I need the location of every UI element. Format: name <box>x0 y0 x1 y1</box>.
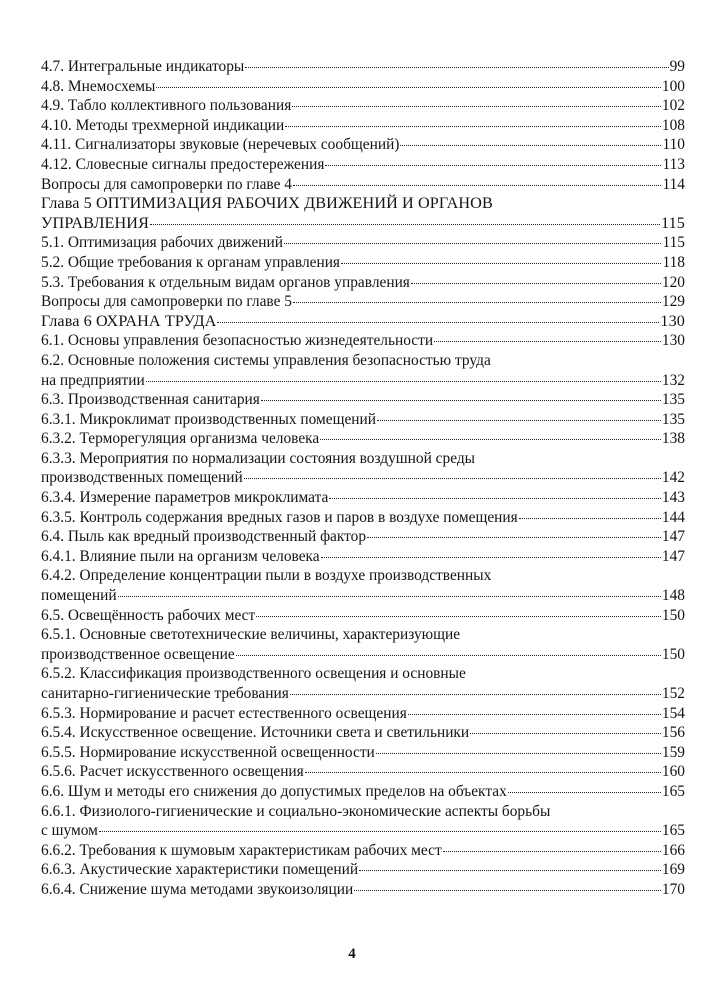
toc-entry-page: 142 <box>661 469 685 487</box>
toc-entry <box>41 312 685 332</box>
toc-entry-page: 138 <box>661 430 685 448</box>
dot-leader <box>321 557 661 558</box>
dot-leader <box>470 733 661 734</box>
toc-entry <box>41 155 685 175</box>
toc-entry-page: 147 <box>661 528 685 546</box>
dot-leader <box>245 67 668 68</box>
toc-entry-title: 6.6.3. Акустические характеристики помещений <box>41 861 359 879</box>
toc-entry-title: Глава 6 ОХРАНА ТРУДА <box>41 311 217 330</box>
dot-leader <box>150 224 660 225</box>
toc-entry <box>41 860 685 880</box>
toc-entry-title: 4.8. Мнемосхемы <box>41 77 156 95</box>
dot-leader <box>377 420 661 421</box>
toc-entry-title: 6.3. Производственная санитария <box>41 391 260 409</box>
toc-entry-page: 143 <box>661 489 685 507</box>
toc-entry-page: 115 <box>661 213 685 232</box>
toc-entry-title: санитарно-гигиенические требования <box>41 685 289 702</box>
toc-entry-title: УПРАВЛЕНИЯ <box>41 213 149 232</box>
toc-entry-title: 4.9. Табло коллективного пользования <box>41 97 292 115</box>
toc-entry-title: Вопросы для самопроверки по главе 4 <box>41 175 292 193</box>
dot-leader <box>367 537 661 538</box>
toc-entry-page: 130 <box>660 311 685 330</box>
toc-entry-page: 115 <box>662 234 685 252</box>
toc-entry-title-line: 6.4.2. Определение концентрации пыли в воздухе производственных <box>41 567 492 585</box>
toc-entry-title: 6.4.1. Влияние пыли на организм человека <box>41 547 320 565</box>
toc-entry <box>41 351 685 390</box>
toc-entry-page: 150 <box>661 606 685 624</box>
toc-entry-line <box>41 214 685 234</box>
toc-entry <box>41 704 685 724</box>
toc-entry-line <box>41 547 685 567</box>
dot-leader <box>354 890 661 891</box>
dot-leader <box>293 185 662 186</box>
toc-entry-page: 110 <box>662 136 685 154</box>
toc-entry-line <box>41 762 685 782</box>
dot-leader <box>376 753 661 754</box>
toc-entry <box>41 664 685 703</box>
toc-entry-title: производственных помещений <box>41 469 243 487</box>
toc-entry <box>41 566 685 605</box>
toc-entry-title: на предприятии <box>41 371 145 389</box>
toc-entry-line <box>41 175 685 195</box>
toc-entry-line <box>41 116 685 136</box>
toc-entry <box>41 175 685 195</box>
toc-entry-title: 6.5.6. Расчет искусственного освещения <box>41 763 304 781</box>
toc-entry-title-line: 6.2. Основные положения системы управления безопасностью труда <box>41 351 491 369</box>
toc-entry-line <box>41 292 685 312</box>
toc-entry <box>41 508 685 528</box>
toc-entry-line <box>41 821 685 841</box>
toc-entry-line <box>41 253 685 273</box>
dot-leader <box>329 498 661 499</box>
toc-entry-line <box>41 880 685 900</box>
toc-entry-line <box>41 723 685 743</box>
toc-entry-page: 165 <box>661 782 685 800</box>
toc-entry-page: 169 <box>661 861 685 879</box>
toc-entry-title: 6.6.2. Требования к шумовым характеристикам рабочих мест <box>41 841 442 859</box>
dot-leader <box>146 381 661 382</box>
toc-entry-line <box>41 57 685 77</box>
toc-entry-title: Вопросы для самопроверки по главе 5 <box>41 293 292 311</box>
dot-leader <box>508 792 661 793</box>
toc-entry-page: 100 <box>661 77 685 95</box>
toc-entry <box>41 762 685 782</box>
toc-entry-line <box>41 841 685 861</box>
toc-entry-title: 5.2. Общие требования к органам управления <box>41 253 341 271</box>
toc-entry-page: 129 <box>661 293 685 311</box>
toc-entry <box>41 429 685 449</box>
dot-leader <box>305 772 661 773</box>
toc-entry-line <box>41 860 685 880</box>
toc-entry-line <box>41 135 685 155</box>
toc-entry-title: 6.5.3. Нормирование и расчет естественного освещения <box>41 704 407 722</box>
toc-entry <box>41 410 685 430</box>
toc-entry <box>41 606 685 626</box>
toc-entry-title-line: 6.6.1. Физиолого-гигиенические и социально-экономические аспекты борьбы <box>41 802 551 820</box>
dot-leader <box>217 322 659 323</box>
toc-entry-line <box>41 390 685 410</box>
toc-entry-title: 6.5. Освещённость рабочих мест <box>41 606 256 624</box>
toc-entry-title-line: 6.5.1. Основные светотехнические величины, характеризующие <box>41 626 461 644</box>
toc-entry-title: 6.3.4. Измерение параметров микроклимата <box>41 489 329 507</box>
toc-entry-page: 135 <box>661 410 685 428</box>
toc-entry-line <box>41 96 685 116</box>
toc-entry-title: 6.3.5. Контроль содержания вредных газов и паров в воздухе помещения <box>41 508 518 526</box>
dot-leader <box>341 263 661 264</box>
dot-leader <box>284 243 661 244</box>
toc-entry-line <box>41 410 685 430</box>
toc-entry <box>41 273 685 293</box>
toc-entry <box>41 547 685 567</box>
toc-entry-title-line: 6.3.3. Мероприятия по нормализации состояния воздушной среды <box>41 449 475 467</box>
toc-entry <box>41 194 685 233</box>
toc-entry-line <box>41 586 685 606</box>
toc-entry <box>41 782 685 802</box>
toc-entry-line <box>41 77 685 97</box>
toc-entry-title-line: Глава 5 ОПТИМИЗАЦИЯ РАБОЧИХ ДВИЖЕНИЙ И ОРГАНОВ <box>41 194 493 213</box>
toc-entry <box>41 527 685 547</box>
toc-entry-line <box>41 468 685 488</box>
toc-entry <box>41 96 685 116</box>
dot-leader <box>156 87 661 88</box>
toc-entry-title: 4.11. Сигнализаторы звуковые (неречевых сообщений) <box>41 136 400 154</box>
toc-entry <box>41 253 685 273</box>
toc-entry-page: 148 <box>661 587 685 605</box>
toc-entry-line <box>41 429 685 449</box>
toc-entry-title: 6.3.2. Терморегуляция организма человека <box>41 430 320 448</box>
toc-entry-line <box>41 508 685 528</box>
dot-leader <box>285 126 661 127</box>
toc-entry-page: 166 <box>661 841 685 859</box>
dot-leader <box>290 694 661 695</box>
toc-entry-page: 114 <box>662 175 685 193</box>
toc-entry-page: 156 <box>661 724 685 742</box>
toc-entry <box>41 390 685 410</box>
dot-leader <box>99 831 661 832</box>
dot-leader <box>400 145 661 146</box>
dot-leader <box>359 870 661 871</box>
toc-entry <box>41 292 685 312</box>
toc-entry-page: 132 <box>661 371 685 389</box>
toc-entry-line <box>41 371 685 391</box>
toc-entry-title: 5.3. Требования к отдельным видам органов управления <box>41 273 410 291</box>
toc-entry-title: 4.10. Методы трехмерной индикации <box>41 116 285 134</box>
toc-entry <box>41 880 685 900</box>
toc-entry <box>41 841 685 861</box>
dot-leader <box>408 714 661 715</box>
toc-entry <box>41 802 685 841</box>
toc-entry-title: 4.7. Интегральные индикаторы <box>41 58 245 75</box>
toc-entry-page: 150 <box>661 645 685 663</box>
toc-entry-page: 152 <box>661 685 685 702</box>
toc-entry <box>41 331 685 351</box>
toc-entry-title: 6.6. Шум и методы его снижения до допустимых пределов на объектах <box>41 782 507 800</box>
toc-entry-line <box>41 606 685 626</box>
dot-leader <box>236 655 661 656</box>
toc-entry-line <box>41 704 685 724</box>
toc-entry <box>41 488 685 508</box>
toc-entry-title: 5.1. Оптимизация рабочих движений <box>41 234 284 252</box>
dot-leader <box>293 302 661 303</box>
dot-leader <box>434 341 661 342</box>
toc-entry-page: 144 <box>661 508 685 526</box>
toc-entry <box>41 449 685 488</box>
toc-entry-title: 6.6.4. Снижение шума методами звукоизоляции <box>41 880 354 898</box>
dot-leader <box>320 439 661 440</box>
toc-entry-title: с шумом <box>41 822 98 840</box>
dot-leader <box>519 518 661 519</box>
toc-entry-page: 135 <box>661 391 685 409</box>
toc-entry-page: 108 <box>661 116 685 134</box>
toc-entry-title: 6.5.5. Нормирование искусственной освещенности <box>41 743 375 761</box>
toc-entry-page: 170 <box>661 880 685 898</box>
dot-leader <box>325 165 661 166</box>
toc-entry <box>41 743 685 763</box>
toc-entry-line <box>41 233 685 253</box>
toc-entry-page: 160 <box>661 763 685 781</box>
toc-entry-line <box>41 782 685 802</box>
toc-entry-line <box>41 684 685 704</box>
toc-entry-line <box>41 645 685 665</box>
toc-entry <box>41 723 685 743</box>
toc-entry-page: 99 <box>669 58 685 75</box>
toc-entry-title: 6.1. Основы управления безопасностью жизнедеятельности <box>41 332 434 350</box>
toc-entry-page: 102 <box>661 97 685 115</box>
dot-leader <box>443 851 661 852</box>
toc-entry-title: помещений <box>41 587 117 605</box>
toc-entry-line <box>41 743 685 763</box>
toc-entry-title: 6.4. Пыль как вредный производственный фактор <box>41 528 367 546</box>
table-of-contents <box>41 57 685 900</box>
toc-entry <box>41 57 685 77</box>
dot-leader <box>244 478 661 479</box>
toc-entry-page: 165 <box>661 822 685 840</box>
toc-entry-page: 113 <box>662 155 685 173</box>
toc-entry-page: 130 <box>661 332 685 350</box>
toc-entry-title: 6.3.1. Микроклимат производственных помещений <box>41 410 377 428</box>
toc-entry-page: 147 <box>661 547 685 565</box>
toc-entry <box>41 625 685 664</box>
toc-entry-page: 159 <box>661 743 685 761</box>
toc-entry-page: 154 <box>661 704 685 722</box>
toc-entry-line <box>41 312 685 332</box>
toc-entry-line <box>41 527 685 547</box>
dot-leader <box>118 596 661 597</box>
page-number: 4 <box>348 946 356 962</box>
toc-entry-title-line: 6.5.2. Классификация производственного освещения и основные <box>41 665 466 683</box>
toc-entry <box>41 116 685 136</box>
toc-entry-page: 118 <box>662 253 685 271</box>
toc-entry-title: производственное освещение <box>41 645 235 663</box>
toc-entry-page: 120 <box>661 273 685 291</box>
toc-entry-line <box>41 331 685 351</box>
toc-entry-line <box>41 488 685 508</box>
dot-leader <box>411 283 661 284</box>
toc-entry-title: 6.5.4. Искусственное освещение. Источники света и светильники <box>41 724 470 742</box>
toc-entry-line <box>41 273 685 293</box>
dot-leader <box>292 106 661 107</box>
toc-entry <box>41 233 685 253</box>
toc-entry-line <box>41 155 685 175</box>
dot-leader <box>256 616 661 617</box>
toc-entry <box>41 77 685 97</box>
toc-entry-title: 4.12. Словесные сигналы предостережения <box>41 155 325 173</box>
toc-entry <box>41 135 685 155</box>
dot-leader <box>261 400 661 401</box>
